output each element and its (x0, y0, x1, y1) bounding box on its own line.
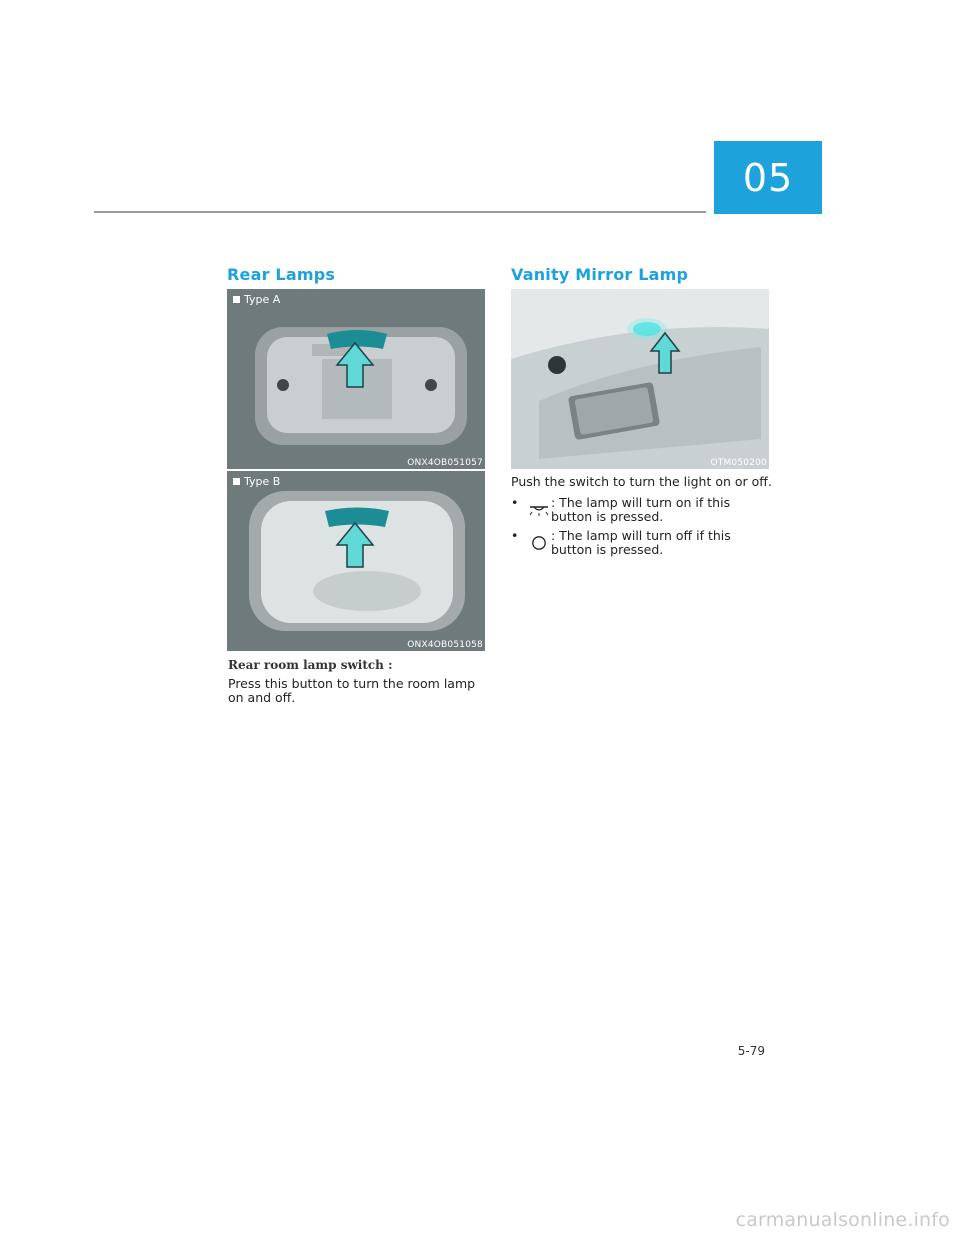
figure-caption: Rear room lamp switch : (228, 658, 393, 672)
square-bullet-icon (233, 478, 240, 485)
figure-a-code: ONX4OB051057 (407, 458, 483, 468)
chapter-tab: 05 (714, 141, 822, 214)
figure-rear-lamp-type-b (227, 471, 485, 651)
type-a-text: Type A (244, 293, 281, 306)
rear-lamp-type-a-illustration (227, 289, 485, 469)
lamp-on-icon (527, 496, 551, 524)
bullet-dot: • (511, 495, 519, 510)
rear-lamp-description: Press this button to turn the room lamp on and off. (228, 676, 476, 705)
bullet-lamp-off (511, 529, 731, 557)
rear-lamp-type-b-illustration (227, 471, 485, 651)
type-b-text: Type B (244, 475, 281, 488)
bullet-dot: • (511, 528, 519, 543)
lamp-off-icon (527, 529, 551, 557)
figure-vanity-code: OTM050200 (710, 458, 767, 468)
page-number: 5-79 (737, 1044, 765, 1058)
bullet-lamp-on-text: : The lamp will turn on if this button is pressed. (551, 495, 731, 524)
watermark: carmanualsonline.info (735, 1209, 950, 1231)
vanity-intro: Push the switch to turn the light on or off. (511, 474, 772, 489)
square-bullet-icon (233, 296, 240, 303)
figure-vanity-mirror-lamp (511, 289, 769, 469)
bullet-lamp-on (511, 496, 731, 524)
type-b-label (233, 475, 280, 488)
header-rule (94, 211, 706, 213)
figure-b-code: ONX4OB051058 (407, 640, 483, 650)
section-title-rear-lamps: Rear Lamps (227, 265, 336, 284)
figure-rear-lamp-type-a (227, 289, 485, 469)
type-a-label (233, 293, 280, 306)
vanity-mirror-illustration (511, 289, 769, 469)
bullet-lamp-off-text: : The lamp will turn off if this button is pressed. (551, 528, 731, 557)
section-title-vanity-mirror-lamp: Vanity Mirror Lamp (511, 265, 689, 284)
